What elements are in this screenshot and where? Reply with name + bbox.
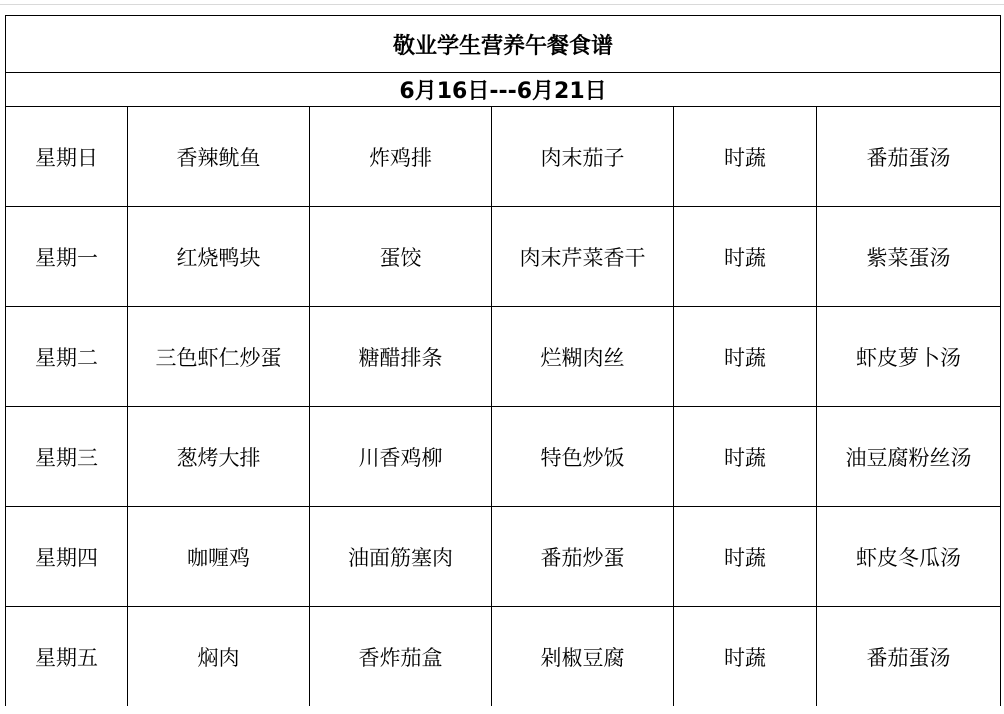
- dish2-cell[interactable]: 糖醋排条: [310, 307, 492, 407]
- day-cell[interactable]: 星期二: [6, 307, 128, 407]
- dish2-cell[interactable]: 蛋饺: [310, 207, 492, 307]
- dish3-cell[interactable]: 烂糊肉丝: [492, 307, 674, 407]
- day-cell[interactable]: 星期五: [6, 607, 128, 707]
- dish3-cell[interactable]: 肉末茄子: [492, 107, 674, 207]
- vegetable-cell[interactable]: 时蔬: [674, 307, 817, 407]
- dish2-cell[interactable]: 川香鸡柳: [310, 407, 492, 507]
- sheet-header-strip: [0, 0, 1004, 5]
- table-row: [6, 107, 1001, 207]
- vegetable-cell[interactable]: 时蔬: [674, 407, 817, 507]
- soup-cell[interactable]: 番茄蛋汤: [817, 107, 1001, 207]
- lunch-menu-table: [5, 15, 1001, 707]
- dish1-cell[interactable]: 咖喱鸡: [128, 507, 310, 607]
- date-row: [6, 73, 1001, 107]
- table-row: [6, 407, 1001, 507]
- dish1-cell[interactable]: 红烧鸭块: [128, 207, 310, 307]
- soup-cell[interactable]: 虾皮萝卜汤: [817, 307, 1001, 407]
- day-cell[interactable]: 星期三: [6, 407, 128, 507]
- dish2-cell[interactable]: 炸鸡排: [310, 107, 492, 207]
- vegetable-cell[interactable]: 时蔬: [674, 507, 817, 607]
- dish3-cell[interactable]: 特色炒饭: [492, 407, 674, 507]
- dish1-cell[interactable]: 焖肉: [128, 607, 310, 707]
- soup-cell[interactable]: 番茄蛋汤: [817, 607, 1001, 707]
- vegetable-cell[interactable]: 时蔬: [674, 107, 817, 207]
- menu-date-range[interactable]: 6月16日---6月21日: [6, 73, 1001, 107]
- table-row: [6, 607, 1001, 707]
- day-cell[interactable]: 星期一: [6, 207, 128, 307]
- soup-cell[interactable]: 紫菜蛋汤: [817, 207, 1001, 307]
- soup-cell[interactable]: 虾皮冬瓜汤: [817, 507, 1001, 607]
- dish3-cell[interactable]: 番茄炒蛋: [492, 507, 674, 607]
- sheet-bottom-edge: [0, 706, 1004, 714]
- dish2-cell[interactable]: 香炸茄盒: [310, 607, 492, 707]
- soup-cell[interactable]: 油豆腐粉丝汤: [817, 407, 1001, 507]
- dish3-cell[interactable]: 剁椒豆腐: [492, 607, 674, 707]
- vegetable-cell[interactable]: 时蔬: [674, 207, 817, 307]
- dish2-cell[interactable]: 油面筋塞肉: [310, 507, 492, 607]
- table-row: [6, 307, 1001, 407]
- title-row: [6, 16, 1001, 73]
- table-row: [6, 507, 1001, 607]
- day-cell[interactable]: 星期日: [6, 107, 128, 207]
- vegetable-cell[interactable]: 时蔬: [674, 607, 817, 707]
- dish3-cell[interactable]: 肉末芹菜香干: [492, 207, 674, 307]
- table-row: [6, 207, 1001, 307]
- menu-title[interactable]: 敬业学生营养午餐食谱: [6, 16, 1001, 73]
- dish1-cell[interactable]: 香辣鱿鱼: [128, 107, 310, 207]
- dish1-cell[interactable]: 三色虾仁炒蛋: [128, 307, 310, 407]
- dish1-cell[interactable]: 葱烤大排: [128, 407, 310, 507]
- day-cell[interactable]: 星期四: [6, 507, 128, 607]
